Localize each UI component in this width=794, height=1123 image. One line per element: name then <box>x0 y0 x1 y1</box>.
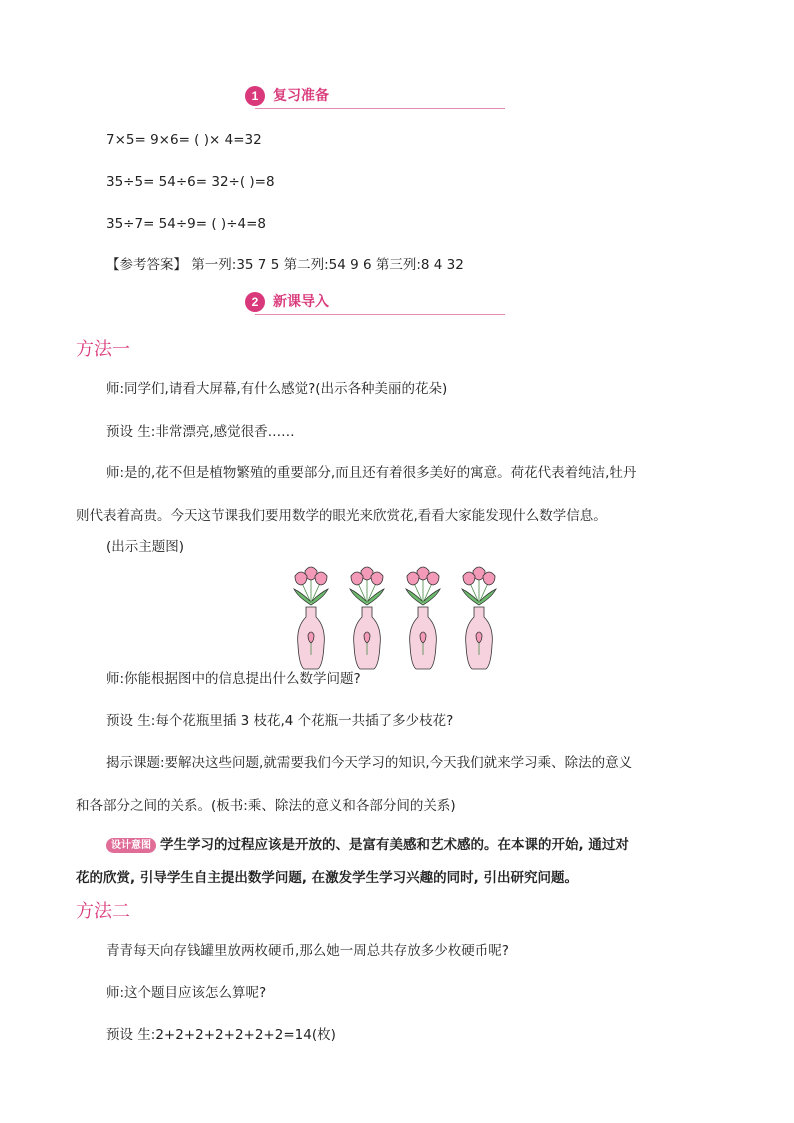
section-underline <box>255 314 505 315</box>
design-intent-text: 学生学习的过程应该是开放的、是富有美感和艺术感的。在本课的开始, 通过对 <box>160 837 629 853</box>
paragraph: 预设 生:非常漂亮,感觉很香…… <box>106 424 295 440</box>
section-header-review <box>245 86 507 110</box>
design-intent-line-2: 花的欣赏, 引导学生自主提出数学问题, 在激发学生学习兴趣的同时, 引出研究问题。 <box>76 870 578 886</box>
section-header-intro <box>245 292 507 316</box>
paragraph: 则代表着高贵。今天这节课我们要用数学的眼光来欣赏花,看看大家能发现什么数学信息。 <box>76 508 607 524</box>
flower-vase-image <box>400 563 446 673</box>
method-one-heading: 方法一 <box>76 339 130 360</box>
flower-vase-image <box>344 563 390 673</box>
reference-answer: 【参考答案】 第一列:35 7 5 第二列:54 9 6 第三列:8 4 32 <box>106 257 464 273</box>
review-line-3: 35÷7= 54÷9= ( )÷4=8 <box>106 216 266 232</box>
design-intent-line-1 <box>106 836 629 854</box>
paragraph: 预设 生:每个花瓶里插 3 枝花,4 个花瓶一共插了多少枝花? <box>106 713 454 729</box>
paragraph: 和各部分之间的关系。(板书:乘、除法的意义和各部分间的关系) <box>76 798 456 814</box>
section-number: 1 <box>245 86 265 106</box>
paragraph: 师:同学们,请看大屏幕,有什么感觉?(出示各种美丽的花朵) <box>106 381 448 397</box>
paragraph: 师:你能根据图中的信息提出什么数学问题? <box>106 671 361 687</box>
section-title: 新课导入 <box>273 294 329 310</box>
flower-vase-image <box>456 563 502 673</box>
theme-figure <box>288 563 498 673</box>
review-line-1: 7×5= 9×6= ( )× 4=32 <box>106 132 262 148</box>
review-line-2: 35÷5= 54÷6= 32÷( )=8 <box>106 174 275 190</box>
section-title: 复习准备 <box>273 88 329 104</box>
paragraph: 师:这个题目应该怎么算呢? <box>106 985 267 1001</box>
paragraph: (出示主题图) <box>106 539 185 555</box>
section-underline <box>255 108 505 109</box>
flower-vase-image <box>288 563 334 673</box>
design-intent-badge: 设计意图 <box>106 838 156 853</box>
section-number: 2 <box>245 292 265 312</box>
paragraph: 青青每天向存钱罐里放两枚硬币,那么她一周总共存放多少枚硬币呢? <box>106 943 509 959</box>
paragraph: 师:是的,花不但是植物繁殖的重要部分,而且还有着很多美好的寓意。荷花代表着纯洁,牡丹 <box>106 465 637 481</box>
method-two-heading: 方法二 <box>76 901 130 922</box>
paragraph: 预设 生:2+2+2+2+2+2+2=14(枚) <box>106 1027 336 1043</box>
paragraph: 揭示课题:要解决这些问题,就需要我们今天学习的知识,今天我们就来学习乘、除法的意义 <box>106 755 633 771</box>
